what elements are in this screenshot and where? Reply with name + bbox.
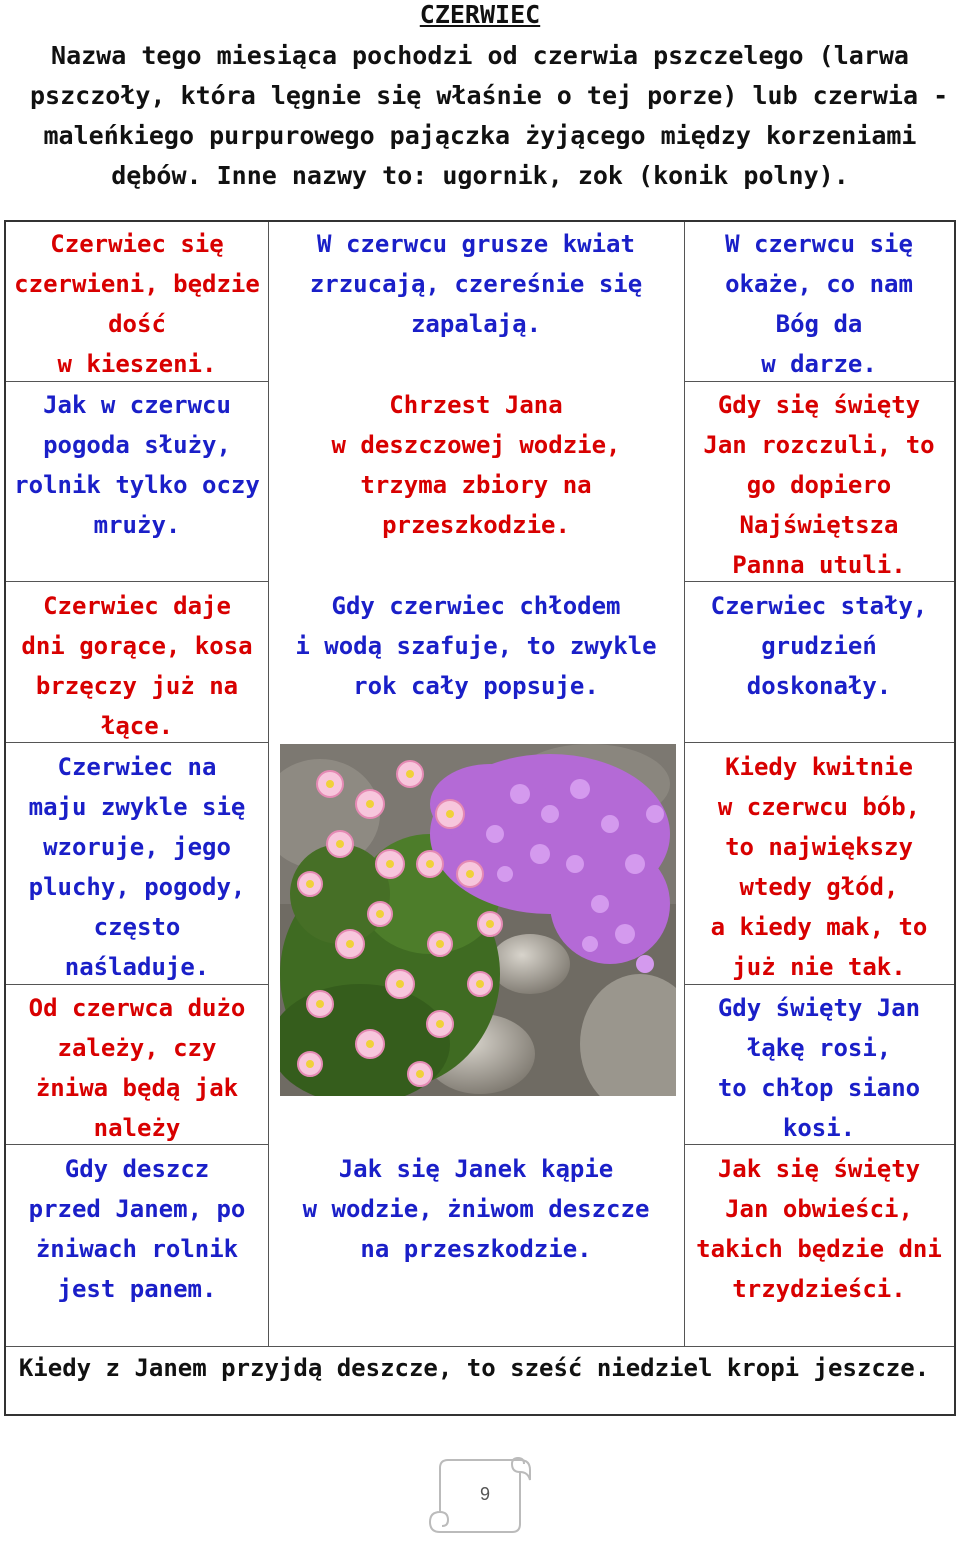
proverb-line: Gdy czerwiec chłodem bbox=[331, 592, 621, 620]
proverb-line: w darze. bbox=[761, 350, 877, 378]
flowers-photo bbox=[280, 744, 676, 1096]
proverb-line: często bbox=[93, 913, 181, 941]
page-number: 9 bbox=[479, 1484, 490, 1504]
proverb-line: trzydzieści. bbox=[732, 1275, 906, 1303]
proverb-cell bbox=[6, 224, 268, 384]
proverb-line: Bóg da bbox=[775, 310, 863, 338]
proverb-cell bbox=[684, 224, 954, 384]
proverb-line: Czerwiec na bbox=[57, 753, 217, 781]
proverb-line: przeszkodzie. bbox=[382, 511, 570, 539]
proverb-line: w czerwcu bób, bbox=[717, 793, 921, 821]
intro-line: dębów. Inne nazwy to: ugornik, zok (konik polny). bbox=[111, 161, 849, 190]
proverb-line: naśladuje. bbox=[64, 953, 210, 981]
proverb-line: zależy, czy bbox=[57, 1034, 217, 1062]
proverb-line: kosi. bbox=[782, 1114, 856, 1142]
proverb-line: a kiedy mak, to bbox=[710, 913, 928, 941]
proverb-line: doskonały. bbox=[746, 672, 892, 700]
proverb-line: łące. bbox=[100, 712, 174, 740]
proverb-line: Najświętsza bbox=[739, 511, 899, 539]
proverb-cell bbox=[6, 385, 268, 545]
intro-line: maleńkiego purpurowego pajączka żyjącego między korzeniami bbox=[43, 121, 917, 150]
bottom-proverb: Kiedy z Janem przyjdą deszcze, to sześć niedziel kropi jeszcze. bbox=[18, 1354, 930, 1382]
proverb-line: to największy bbox=[725, 833, 913, 861]
proverb-cell bbox=[684, 586, 954, 706]
proverb-line: okaże, co nam bbox=[725, 270, 913, 298]
proverb-line: mruży. bbox=[93, 511, 181, 539]
proverb-line: Gdy deszcz bbox=[64, 1155, 210, 1183]
proverb-line: zrzucają, czereśnie się bbox=[309, 270, 643, 298]
proverb-cell bbox=[268, 1149, 684, 1269]
proverb-line: trzyma zbiory na bbox=[360, 471, 592, 499]
proverb-line: W czerwcu grusze kwiat bbox=[317, 230, 635, 258]
proverb-line: Panna utuli. bbox=[732, 551, 906, 579]
proverb-line: Jan obwieści, bbox=[725, 1195, 913, 1223]
page-title: CZERWIEC bbox=[419, 0, 541, 29]
proverb-line: zapalają. bbox=[410, 310, 542, 338]
proverb-line: Czerwiec się bbox=[50, 230, 224, 258]
proverb-line: żniwach rolnik bbox=[35, 1235, 239, 1263]
proverb-cell bbox=[268, 586, 684, 706]
proverb-line: Jak się Janek kąpie bbox=[338, 1155, 614, 1183]
proverb-line: w wodzie, żniwom deszcze bbox=[302, 1195, 650, 1223]
proverb-line: żniwa będą jak bbox=[35, 1074, 239, 1102]
proverb-line: takich będzie dni bbox=[696, 1235, 942, 1263]
proverb-line: brzęczy już na bbox=[35, 672, 239, 700]
proverb-line: już nie tak. bbox=[732, 953, 906, 981]
proverb-line: jest panem. bbox=[57, 1275, 217, 1303]
proverb-line: w kieszeni. bbox=[57, 350, 217, 378]
proverb-line: należy bbox=[93, 1114, 181, 1142]
proverb-line: Jak się święty bbox=[717, 1155, 921, 1183]
proverb-cell bbox=[6, 747, 268, 987]
proverb-line: łąkę rosi, bbox=[746, 1034, 892, 1062]
intro-line: Nazwa tego miesiąca pochodzi od czerwia pszczelego (larwa bbox=[51, 41, 909, 70]
proverb-line: Jak w czerwcu bbox=[43, 391, 231, 419]
proverb-line: Gdy święty Jan bbox=[717, 994, 921, 1022]
proverb-line: pluchy, pogody, bbox=[28, 873, 246, 901]
proverb-line: W czerwcu się bbox=[725, 230, 913, 258]
proverb-cell bbox=[684, 1149, 954, 1309]
row-divider bbox=[6, 1346, 954, 1347]
proverb-line: Czerwiec stały, bbox=[710, 592, 928, 620]
proverb-line: wtedy głód, bbox=[739, 873, 899, 901]
proverb-cell bbox=[684, 747, 954, 987]
proverb-cell bbox=[268, 385, 684, 545]
intro-paragraph bbox=[30, 36, 949, 196]
proverb-cell bbox=[684, 385, 954, 585]
proverb-line: Gdy się święty bbox=[717, 391, 921, 419]
proverb-line: wzoruje, jego bbox=[43, 833, 231, 861]
proverb-cell bbox=[268, 224, 684, 344]
proverb-line: maju zwykle się bbox=[28, 793, 246, 821]
proverb-cell bbox=[6, 1149, 268, 1309]
proverb-line: w deszczowej wodzie, bbox=[331, 431, 621, 459]
proverb-line: rolnik tylko oczy bbox=[14, 471, 260, 499]
proverb-line: Od czerwca dużo bbox=[28, 994, 246, 1022]
proverb-line: rok cały popsuje. bbox=[353, 672, 599, 700]
proverb-line: dość bbox=[108, 310, 166, 338]
proverb-cell bbox=[6, 586, 268, 746]
proverb-line: Chrzest Jana bbox=[389, 391, 563, 419]
proverb-line: dni gorące, kosa bbox=[21, 632, 253, 660]
cell-divider bbox=[6, 581, 268, 582]
proverb-line: czerwieni, będzie bbox=[14, 270, 260, 298]
proverb-cell bbox=[684, 988, 954, 1148]
proverb-line: to chłop siano bbox=[717, 1074, 921, 1102]
proverb-line: Jan rozczuli, to bbox=[703, 431, 935, 459]
proverb-line: go dopiero bbox=[746, 471, 892, 499]
proverbs-table bbox=[4, 220, 956, 1416]
proverb-line: grudzień bbox=[761, 632, 877, 660]
proverb-line: na przeszkodzie. bbox=[360, 1235, 592, 1263]
proverb-line: Kiedy kwitnie bbox=[725, 753, 913, 781]
proverb-cell bbox=[6, 988, 268, 1148]
intro-line: pszczoły, która lęgnie się właśnie o tej porze) lub czerwia - bbox=[30, 81, 949, 110]
cell-divider bbox=[684, 742, 954, 743]
proverb-line: pogoda służy, bbox=[43, 431, 231, 459]
proverb-line: i wodą szafuje, to zwykle bbox=[295, 632, 657, 660]
proverb-line: Czerwiec daje bbox=[43, 592, 231, 620]
proverb-line: przed Janem, po bbox=[28, 1195, 246, 1223]
